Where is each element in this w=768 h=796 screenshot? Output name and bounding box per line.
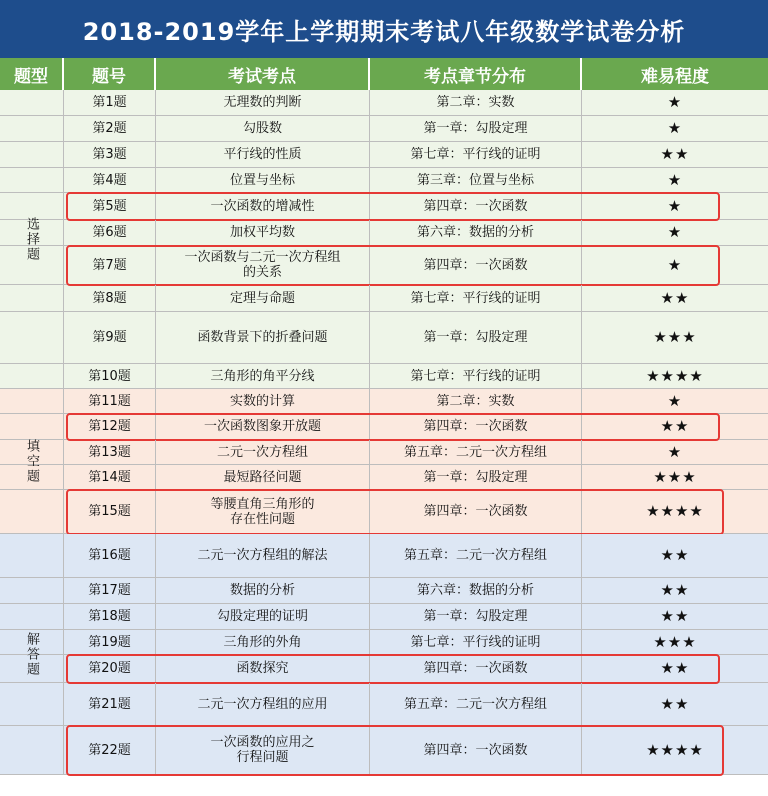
cell-topic: 一次函数的应用之 行程问题: [156, 726, 370, 774]
cell-no: 第22题: [64, 726, 156, 774]
cell-no: 第4题: [64, 168, 156, 192]
cell-chapter: 第一章：勾股定理: [370, 465, 582, 489]
section-type-cell: [0, 534, 64, 775]
cell-no: 第5题: [64, 193, 156, 219]
cell-topic: 勾股定理的证明: [156, 604, 370, 629]
table-row: [0, 440, 768, 465]
cell-stars: ★★★★: [646, 502, 704, 520]
page-title: 2018-2019学年上学期期末考试八年级数学试卷分析: [0, 0, 768, 58]
cell-topic: 函数探究: [156, 655, 370, 682]
table-row: [0, 142, 768, 168]
cell-chapter: 第六章：数据的分析: [370, 578, 582, 603]
table-row: [0, 683, 768, 726]
cell-no: 第9题: [64, 312, 156, 363]
section-type-label: 选择题: [24, 216, 39, 262]
header-difficulty: 难易程度: [582, 58, 768, 90]
table-header: [0, 58, 768, 90]
table-row: [0, 168, 768, 193]
cell-no: 第16题: [64, 534, 156, 577]
table-row: [0, 193, 768, 220]
cell-stars: ★★: [660, 581, 690, 599]
table-row: [0, 285, 768, 312]
cell-stars: ★★★★: [646, 366, 704, 385]
cell-chapter: 第四章：一次函数: [370, 655, 582, 682]
cell-chapter: 第一章：勾股定理: [370, 604, 582, 629]
cell-chapter: 第七章：平行线的证明: [370, 364, 582, 388]
cell-stars: ★: [667, 119, 683, 137]
cell-topic: 二元一次方程组的解法: [156, 534, 370, 577]
cell-no: 第17题: [64, 578, 156, 603]
cell-chapter: 第四章：一次函数: [370, 246, 582, 284]
cell-topic: 加权平均数: [156, 220, 370, 245]
cell-chapter: 第五章：二元一次方程组: [370, 683, 582, 725]
cell-topic: 平行线的性质: [156, 142, 370, 167]
cell-chapter: 第四章：一次函数: [370, 414, 582, 439]
cell-topic: 三角形的角平分线: [156, 364, 370, 388]
cell-topic: 函数背景下的折叠问题: [156, 312, 370, 363]
cell-topic: 一次函数的增减性: [156, 193, 370, 219]
cell-stars: ★: [667, 391, 683, 410]
cell-no: 第12题: [64, 414, 156, 439]
cell-no: 第7题: [64, 246, 156, 284]
cell-stars: ★: [667, 196, 683, 215]
cell-topic: 一次函数图象开放题: [156, 414, 370, 439]
cell-no: 第3题: [64, 142, 156, 167]
table-row: [0, 465, 768, 490]
cell-topic: 勾股数: [156, 116, 370, 141]
table-row: [0, 414, 768, 440]
cell-topic: 数据的分析: [156, 578, 370, 603]
cell-topic: 二元一次方程组: [156, 440, 370, 464]
header-number: 题号: [64, 58, 156, 90]
cell-no: 第6题: [64, 220, 156, 245]
cell-topic: 等腰直角三角形的 存在性问题: [156, 490, 370, 533]
cell-chapter: 第七章：平行线的证明: [370, 630, 582, 654]
cell-chapter: 第五章：二元一次方程组: [370, 534, 582, 577]
cell-chapter: 第三章：位置与坐标: [370, 168, 582, 192]
header-topic: 考试考点: [156, 58, 370, 90]
section-type-cell: [0, 389, 64, 534]
section-type-cell: [0, 90, 64, 389]
cell-chapter: 第二章：实数: [370, 90, 582, 115]
table-row: [0, 364, 768, 389]
cell-topic: 无理数的判断: [156, 90, 370, 115]
cell-stars: ★: [667, 93, 683, 111]
cell-stars: ★: [667, 223, 683, 241]
cell-chapter: 第四章：一次函数: [370, 726, 582, 774]
cell-chapter: 第四章：一次函数: [370, 490, 582, 533]
table-row: [0, 655, 768, 683]
cell-chapter: 第二章：实数: [370, 389, 582, 413]
cell-stars: ★★: [660, 694, 690, 713]
cell-topic: 实数的计算: [156, 389, 370, 413]
header-type: 题型: [0, 58, 64, 90]
cell-topic: 定理与命题: [156, 285, 370, 311]
table-row: [0, 116, 768, 142]
table-row: [0, 90, 768, 116]
cell-no: 第10题: [64, 364, 156, 388]
table-row: [0, 604, 768, 630]
cell-stars: ★★: [660, 145, 690, 163]
cell-topic: 位置与坐标: [156, 168, 370, 192]
table-row: [0, 630, 768, 655]
table-row: [0, 534, 768, 578]
cell-chapter: 第五章：二元一次方程组: [370, 440, 582, 464]
cell-no: 第2题: [64, 116, 156, 141]
table-row: [0, 490, 768, 534]
cell-stars: ★★: [660, 417, 690, 435]
cell-no: 第1题: [64, 90, 156, 115]
cell-topic: 最短路径问题: [156, 465, 370, 489]
cell-stars: ★★★: [653, 467, 697, 486]
cell-no: 第13题: [64, 440, 156, 464]
cell-stars: ★: [667, 255, 683, 274]
table-row: [0, 726, 768, 775]
table-row: [0, 578, 768, 604]
section-type-label: 填空题: [24, 438, 39, 484]
cell-topic: 一次函数与二元一次方程组 的关系: [156, 246, 370, 284]
cell-no: 第18题: [64, 604, 156, 629]
cell-stars: ★: [667, 442, 683, 461]
cell-stars: ★★: [660, 288, 690, 307]
cell-stars: ★★★: [653, 328, 697, 346]
table-row: [0, 246, 768, 285]
cell-chapter: 第七章：平行线的证明: [370, 285, 582, 311]
cell-chapter: 第六章：数据的分析: [370, 220, 582, 245]
cell-stars: ★★: [660, 546, 690, 564]
header-chapter: 考点章节分布: [370, 58, 582, 90]
cell-stars: ★: [667, 170, 683, 189]
cell-no: 第20题: [64, 655, 156, 682]
table-row: [0, 312, 768, 364]
section-type-label: 解答题: [24, 631, 39, 677]
cell-chapter: 第一章：勾股定理: [370, 312, 582, 363]
table-row: [0, 220, 768, 246]
cell-stars: ★★: [660, 659, 690, 677]
cell-topic: 二元一次方程组的应用: [156, 683, 370, 725]
table-row: [0, 389, 768, 414]
cell-stars: ★★★★: [646, 740, 704, 759]
cell-stars: ★★: [660, 607, 690, 625]
cell-no: 第19题: [64, 630, 156, 654]
cell-chapter: 第四章：一次函数: [370, 193, 582, 219]
cell-topic: 三角形的外角: [156, 630, 370, 654]
cell-no: 第11题: [64, 389, 156, 413]
cell-no: 第21题: [64, 683, 156, 725]
cell-no: 第8题: [64, 285, 156, 311]
cell-chapter: 第七章：平行线的证明: [370, 142, 582, 167]
cell-no: 第14题: [64, 465, 156, 489]
cell-chapter: 第一章：勾股定理: [370, 116, 582, 141]
cell-no: 第15题: [64, 490, 156, 533]
cell-stars: ★★★: [653, 632, 697, 651]
